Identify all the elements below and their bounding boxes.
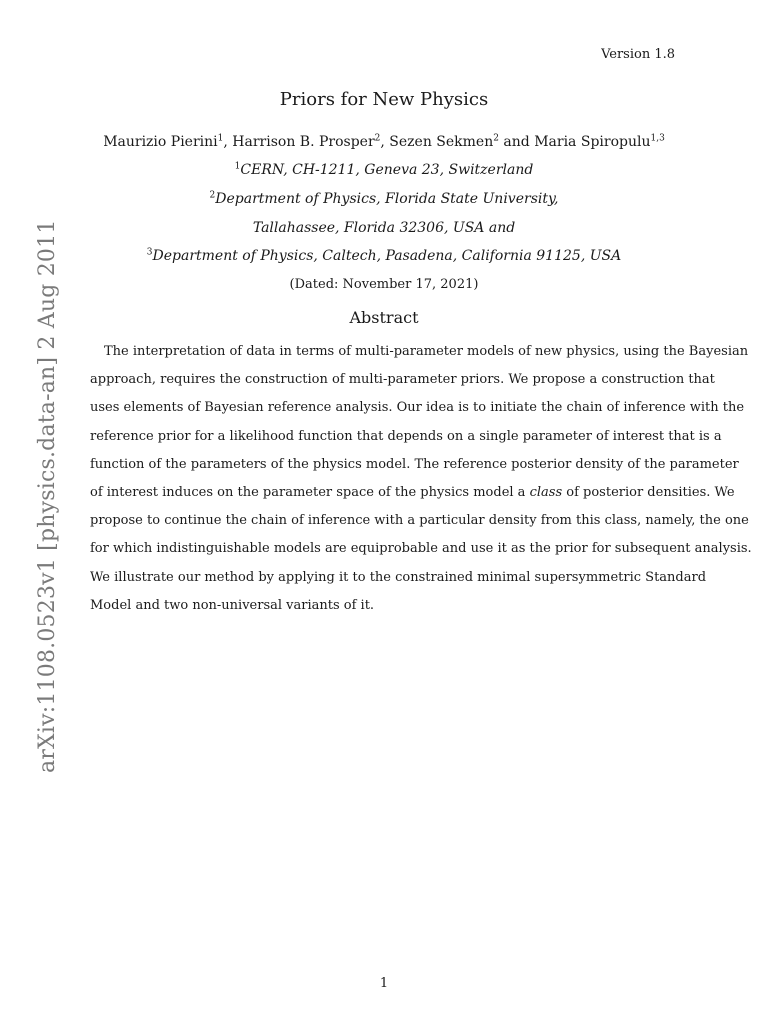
author-name: Maria Spiropulu <box>534 134 651 150</box>
author-affiliation-mark: 1 <box>217 133 224 144</box>
emphasized-word: class <box>529 485 563 501</box>
abstract-line: propose to continue the chain of inference with a particular density from this class, namely, the one <box>90 513 749 529</box>
abstract-line: reference prior for a likelihood function that depends on a single parameter of interest that is a <box>90 428 722 444</box>
author-separator: and <box>498 134 535 150</box>
author-list <box>0 134 768 150</box>
abstract-line: We illustrate our method by applying it to the constrained minimal supersymmetric Standard <box>90 569 707 585</box>
affiliation-mark: 2 <box>209 190 216 201</box>
abstract-line: uses elements of Bayesian reference analysis. Our idea is to initiate the chain of inference with the <box>90 400 745 416</box>
author-affiliation-mark: 2 <box>493 133 499 144</box>
affiliation <box>0 162 768 178</box>
abstract-line: Model and two non-universal variants of it. <box>90 597 375 613</box>
affiliation-text: Department of Physics, Caltech, Pasadena, California 91125, USA <box>152 248 622 264</box>
abstract-body <box>90 338 752 620</box>
abstract-line: The interpretation of data in terms of multi-parameter models of new physics, using the Bayesian <box>104 344 749 359</box>
paper-title: Priors for New Physics <box>279 89 489 110</box>
page-number: 1 <box>379 976 389 991</box>
affiliation <box>0 191 768 207</box>
affiliation-mark: 1 <box>234 161 241 172</box>
abstract-line: approach, requires the construction of multi-parameter priors. We propose a construction that <box>90 372 715 388</box>
author-name: Harrison B. Prosper <box>232 134 375 150</box>
affiliation <box>0 248 768 264</box>
affiliation-text: CERN, CH-1211, Geneva 23, Switzerland <box>240 162 534 178</box>
abstract-line: function of the parameters of the physics model. The reference posterior density of the parameter <box>90 456 739 472</box>
arxiv-identifier-stamp: arXiv:1108.0523v1 [physics.data-an] 2 Aug 2011 <box>35 219 60 773</box>
author-affiliation-mark: 2 <box>374 133 381 144</box>
author-name: Sezen Sekmen <box>389 134 494 150</box>
affiliation-text: Department of Physics, Florida State University, <box>215 191 559 207</box>
author-separator: , <box>380 134 390 150</box>
author-affiliation-mark: 1,3 <box>650 133 665 144</box>
version-label: Version 1.8 <box>601 47 675 62</box>
abstract-line: for which indistinguishable models are equiprobable and use it as the prior for subsequent analysis. <box>90 541 752 557</box>
abstract-line <box>90 479 735 507</box>
abstract-text: of posterior densities. We <box>562 485 735 501</box>
date-line: (Dated: November 17, 2021) <box>289 277 479 292</box>
author-name: Maurizio Pierini <box>103 134 218 150</box>
affiliation-continuation <box>0 220 768 236</box>
abstract-text: of interest induces on the parameter space of the physics model a <box>90 485 530 501</box>
author-separator: , <box>223 134 233 150</box>
abstract-heading: Abstract <box>349 308 419 327</box>
affiliation-text: Tallahassee, Florida 32306, USA and <box>252 220 516 236</box>
affiliation-mark: 3 <box>146 247 153 258</box>
